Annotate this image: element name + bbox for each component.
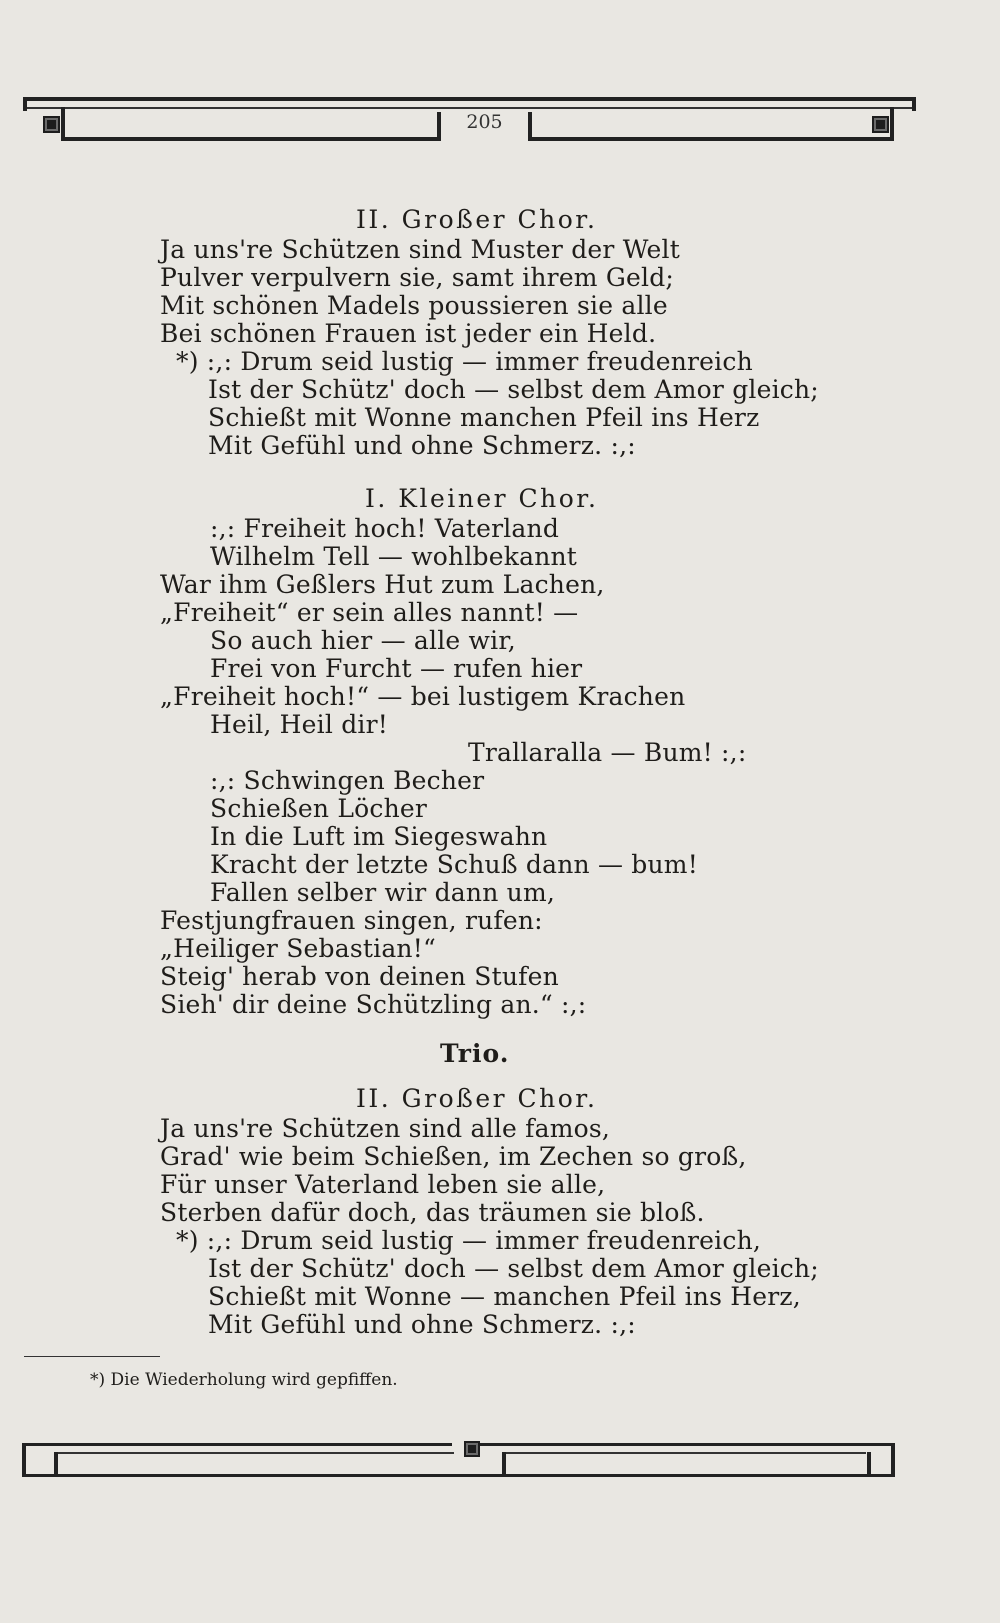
bottom-post xyxy=(867,1452,871,1477)
verse-line: Für unser Vaterland leben sie alle, xyxy=(160,1170,606,1199)
frame-post-right xyxy=(890,107,894,141)
bottom-post xyxy=(22,1443,26,1477)
verse-line: Fallen selber wir dann um, xyxy=(210,878,556,907)
bottom-base-rule xyxy=(22,1474,895,1477)
verse-line: Sieh' dir deine Schützling an.“ :,: xyxy=(160,990,587,1019)
verse-line: Schießen Löcher xyxy=(210,794,428,823)
verse-line: So auch hier — alle wir, xyxy=(210,626,516,655)
frame-post-left xyxy=(61,107,65,141)
verse-line: Frei von Furcht — rufen hier xyxy=(210,654,583,683)
verse-line: Kracht der letzte Schuß dann — bum! xyxy=(210,850,698,879)
top-thin-rule xyxy=(23,107,916,109)
section-heading: I. Kleiner Chor. xyxy=(365,484,599,513)
verse-line: Trallaralla — Bum! :,: xyxy=(468,738,747,767)
verse-line: Schießt mit Wonne manchen Pfeil ins Herz xyxy=(208,403,760,432)
bottom-inner-rule-left xyxy=(54,1452,454,1454)
verse-line: In die Luft im Siegeswahn xyxy=(210,822,548,851)
bottom-post xyxy=(891,1443,895,1477)
page-number: 205 xyxy=(466,111,503,133)
bottom-post xyxy=(502,1452,506,1477)
verse-line: Pulver verpulvern sie, samt ihrem Geld; xyxy=(160,263,675,292)
verse-line: :,: Schwingen Becher xyxy=(210,766,485,795)
top-rule xyxy=(23,97,916,101)
footnote: *) Die Wiederholung wird gepfiffen. xyxy=(90,1370,398,1390)
verse-line: „Freiheit“ er sein alles nannt! — xyxy=(160,598,579,627)
center-square-ornament xyxy=(464,1441,480,1457)
top-border-frame xyxy=(23,97,916,141)
top-lower-rule-left xyxy=(65,137,441,141)
verse-line: Steig' herab von deinen Stufen xyxy=(160,962,559,991)
verse-line: Ist der Schütz' doch — selbst dem Amor gleich; xyxy=(208,1254,819,1283)
bottom-inner-rule-right xyxy=(504,1452,866,1454)
section-heading: II. Großer Chor. xyxy=(356,1084,598,1113)
corner-square-right xyxy=(872,116,889,133)
verse-line: Mit schönen Madels poussieren sie alle xyxy=(160,291,668,320)
section-heading: II. Großer Chor. xyxy=(356,205,598,234)
bottom-post xyxy=(54,1452,58,1477)
verse-line: *) :,: Drum seid lustig — immer freudenreich, xyxy=(176,1226,762,1255)
bottom-top-rule-left xyxy=(22,1443,452,1446)
verse-line: War ihm Geßlers Hut zum Lachen, xyxy=(160,570,605,599)
corner-square-left xyxy=(43,116,60,133)
verse-line: Mit Gefühl und ohne Schmerz. :,: xyxy=(208,431,636,460)
verse-line: Sterben dafür doch, das träumen sie bloß. xyxy=(160,1198,705,1227)
section-heading-trio: Trio. xyxy=(440,1039,510,1068)
frame-edge-right xyxy=(912,97,916,111)
frame-post-mid-right xyxy=(528,112,532,140)
verse-line: *) :,: Drum seid lustig — immer freudenreich xyxy=(176,347,753,376)
bottom-top-rule-right xyxy=(480,1443,895,1446)
verse-line: Schießt mit Wonne — manchen Pfeil ins Herz, xyxy=(208,1282,801,1311)
verse-line: Mit Gefühl und ohne Schmerz. :,: xyxy=(208,1310,636,1339)
verse-line: Grad' wie beim Schießen, im Zechen so groß, xyxy=(160,1142,747,1171)
verse-line: :,: Freiheit hoch! Vaterland xyxy=(210,514,560,543)
footnote-rule xyxy=(24,1356,160,1357)
verse-line: Wilhelm Tell — wohlbekannt xyxy=(210,542,578,571)
verse-line: Ja uns're Schützen sind alle famos, xyxy=(160,1114,611,1143)
verse-line: Bei schönen Frauen ist jeder ein Held. xyxy=(160,319,657,348)
verse-line: Ja uns're Schützen sind Muster der Welt xyxy=(160,235,680,264)
verse-line: „Heiliger Sebastian!“ xyxy=(160,934,436,963)
frame-edge-left xyxy=(23,97,27,111)
bottom-border-frame xyxy=(22,1443,895,1477)
verse-line: Festjungfrauen singen, rufen: xyxy=(160,906,543,935)
top-lower-rule-right xyxy=(528,137,894,141)
verse-line: Ist der Schütz' doch — selbst dem Amor gleich; xyxy=(208,375,819,404)
verse-line: „Freiheit hoch!“ — bei lustigem Krachen xyxy=(160,682,686,711)
verse-line: Heil, Heil dir! xyxy=(210,710,389,739)
